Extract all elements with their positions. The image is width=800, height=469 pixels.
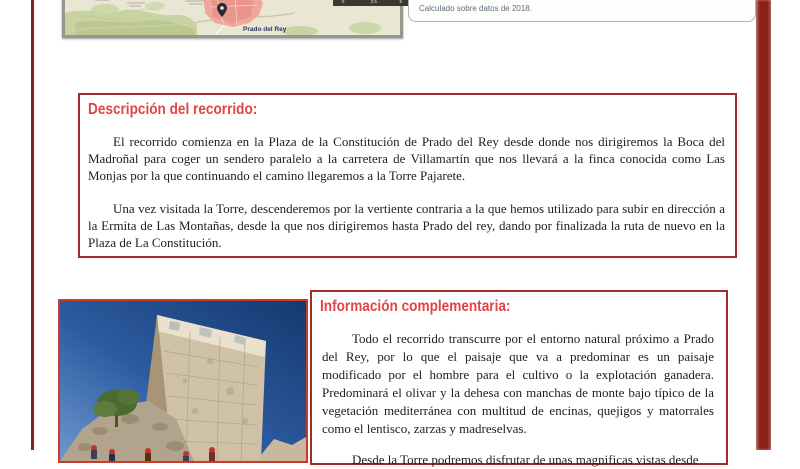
elevation-x-tick: 2.5	[370, 0, 377, 4]
description-section	[78, 93, 737, 258]
description-title: Descripción del recorrido:	[88, 101, 258, 118]
complementary-paragraph-2: Desde la Torre podremos disfrutar de unas magnificas vistas desde	[352, 452, 699, 467]
elevation-x-tick: 0	[341, 0, 345, 4]
route-map-image	[62, 0, 403, 38]
complementary-body	[322, 330, 714, 469]
map-town-label: Prado del Rey	[243, 26, 287, 33]
tower-photo	[58, 299, 308, 463]
complementary-title: Información complementaria:	[320, 298, 511, 315]
elevation-note-text: Calculado sobre datos de 2018.	[419, 4, 532, 13]
complementary-paragraph-1: Todo el recorrido transcurre por el entorno natural próximo a Prado del Rey, por lo que el paisaje que va a predominar es un paisaje modificado por el hombre para el cultivo o la explotación ganadera. Predominará el olivar y la dehesa con manchas de monte bajo típico de la vegetación mediterránea con multitud de encinas, quejigos y matorrales como el lentisco, zarzas y madreselvas.	[322, 331, 714, 436]
tower-photo-graphic	[60, 301, 306, 461]
page-border-left	[31, 0, 34, 450]
description-paragraph-2: Una vez visitada la Torre, descenderemos por la vertiente contraria a la que hemos utilizado para subir en dirección a la Ermita de Las Montañas, desde la que nos dirigiremos hasta Prado del rey, dando por finalizada la ruta de nuevo en la Plaza de La Constitución.	[88, 201, 725, 250]
page-border-right	[756, 0, 771, 450]
elevation-note-box	[408, 0, 756, 22]
description-paragraph-1: El recorrido comienza en la Plaza de la Constitución de Prado del Rey desde donde nos dirigiremos la Boca del Madroñal para coger un sendero paralelo a la carretera de Villamartín que nos llevará a la finca conocida como Las Monjas por la que continuando el camino llegaremos a la Torre Pajarete.	[88, 134, 725, 183]
description-body	[88, 133, 725, 251]
complementary-section	[310, 290, 728, 465]
elevation-x-tick: 5	[399, 0, 403, 4]
